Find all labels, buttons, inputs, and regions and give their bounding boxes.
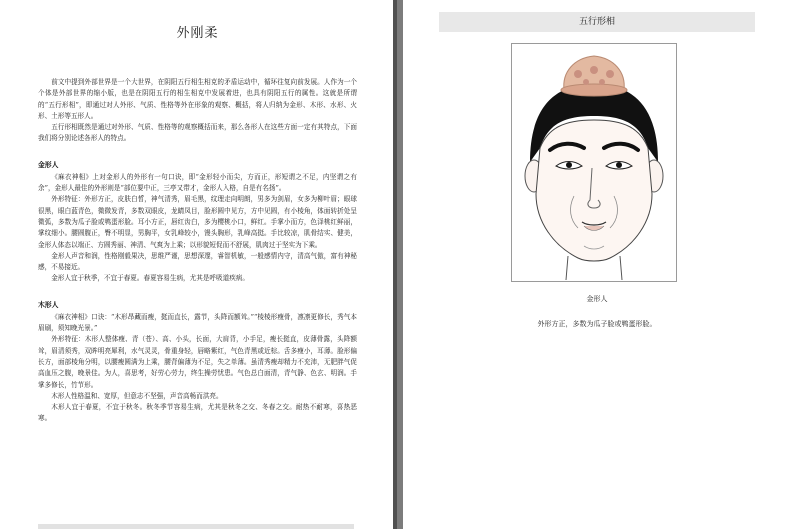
- section-paragraph: 金形人声音和润，性格刚毅果决，思维严谨，思想深邃，睿智机敏，一般感情内守，清高气傲，富有神秘感，不易接近。: [38, 251, 357, 272]
- left-page: [0, 0, 393, 529]
- section-title-wood: 木形人: [38, 300, 59, 309]
- section-paragraph: 木形人宜于春夏，不宜于秋冬。秋冬季节容易生病，尤其是秋冬之交、冬春之交。耐热不耐寒，喜热恶寒。: [38, 403, 357, 423]
- intro-paragraph: 前文中提到外部世界是一个大世界，在阴阳五行相生相克的矛盾运动中，循环往复向前发展。人作为一个个体是外部世界的缩小版，也是在阴阳五行的相生相克中发展着进，也具有阴阳五行的属性。这就是所谓的“五行形相”，即通过对人外形、气质、性格等外在形象的观察、概括，将人归纳为金形、木形、水形、火形、土形等五形人。: [38, 78, 357, 120]
- section-title-metal: 金形人: [38, 160, 59, 169]
- next-page-edge: [38, 524, 354, 529]
- section-paragraph: 《麻衣神相》口诀：“木形昂藏而瘦，挺而直长，露节，头降而额耸。”“棱棱形瘦骨，凛凛更修长，秀气本眉刷，须知晚光景。”: [38, 312, 357, 333]
- section-paragraph: 木形人性格温和、宽厚，但意志不坚强，声音高畅而洪亮。: [51, 391, 223, 400]
- figure-caption: 金形人: [586, 295, 608, 303]
- right-page: [403, 0, 794, 529]
- chapter-header: 五行形相: [439, 12, 755, 32]
- section-paragraph: 《麻衣神相》上对金形人的外形有一句口诀，即“金形轻小而尖，方而正，形短谓之不足，内坚谓之有余”，金形人最佳的外形则是“部位要中正，三亭又带才，金形人入格，自是有名扬”。: [38, 172, 357, 193]
- intro-paragraph: 五行形相既然是通过对外形、气质、性格等的观察概括而来，那么各形人在这些方面一定有其特点，下面我们将分别论述各形人的特点。: [38, 123, 357, 143]
- section-paragraph: 外形特征：木形人整体瘦、青（苍）、高、小头，长面，大肩背，小手足，瘦长挺直，皮薄骨露，头降额耸，眉清须秀，双眸明亮犀利，水气灵灵，骨重身轻，唇略紫红，气色青黑或近棕。舌多瘦小，耳薄。脸形偏长方，面部棱角分明，以腰瘦圆满为上乘，腰背偏薄为不足，失之单薄。虽清秀瘦却精力不充沛，无肥胖气促高血压之腹，晚景佳。为人，喜思考，好劳心劳力，终生操劳忧患。气色总白面清，青气静、色玄、明润。手掌多修长，竹节形。: [38, 335, 357, 389]
- figure-note: 外形方正，多数为瓜子脸或鸭蛋形脸。: [537, 320, 657, 328]
- section-paragraph: 外形特征：外形方正，皮肤白皙，神气清秀，眉毛黑，纹理走向明朗，男多为剑眉，女多为柳叶眉；眼球很黑，眼白蓝青色，微微发青，多数双眼皮，龙睛凤目，脸形圆中见方，方中见圆，有小棱角，体面转折处呈微弧，多数为瓜子脸或鸭蛋形脸。耳小方正，唇红齿白，多为樱桃小口，鲜红。手掌小而方，色泽桃红鲜丽，掌纹细小。腰圆腹正，臀不明显，男胸平，女乳峰较小，馒头胸形，乳峰高挺。手比较凉，肌骨结实、健美，金形人体态以端正、方圆秀丽、神清、气爽为上乘；以形貌短促而不舒展，肌肉过于坚实为下乘。: [38, 195, 357, 249]
- section-paragraph: 金形人宜于秋季，不宜于春夏。春夏容易生病，尤其是呼吸道疾病。: [51, 274, 249, 283]
- portrait-frame: [511, 43, 677, 282]
- metal-type-face-illustration: [512, 44, 676, 281]
- page-title: 外刚柔: [176, 26, 219, 41]
